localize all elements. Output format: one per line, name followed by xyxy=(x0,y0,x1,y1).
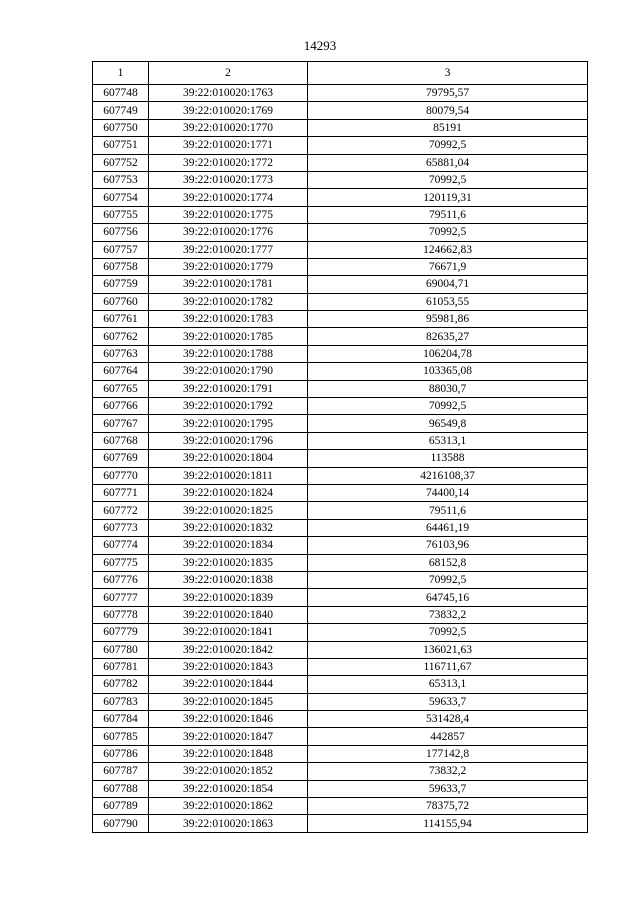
value-cell: 59633,7 xyxy=(308,780,588,797)
cadastral-number-cell: 39:22:010020:1796 xyxy=(149,432,308,449)
record-number-cell: 607751 xyxy=(93,137,149,154)
cadastral-number-cell: 39:22:010020:1791 xyxy=(149,380,308,397)
record-number-cell: 607782 xyxy=(93,676,149,693)
table-row xyxy=(93,119,588,136)
value-cell: 85191 xyxy=(308,119,588,136)
record-number-cell: 607765 xyxy=(93,380,149,397)
table-body xyxy=(93,85,588,833)
table-row xyxy=(93,658,588,675)
value-cell: 70992,5 xyxy=(308,571,588,588)
column-header-3: 3 xyxy=(308,62,588,85)
value-cell: 76671,9 xyxy=(308,258,588,275)
value-cell: 70992,5 xyxy=(308,171,588,188)
cadastral-number-cell: 39:22:010020:1825 xyxy=(149,502,308,519)
value-cell: 73832,2 xyxy=(308,606,588,623)
record-number-cell: 607753 xyxy=(93,171,149,188)
record-number-cell: 607779 xyxy=(93,624,149,641)
cadastral-number-cell: 39:22:010020:1848 xyxy=(149,745,308,762)
record-number-cell: 607760 xyxy=(93,293,149,310)
table-row xyxy=(93,537,588,554)
record-number-cell: 607761 xyxy=(93,311,149,328)
column-header-1: 1 xyxy=(93,62,149,85)
record-number-cell: 607780 xyxy=(93,641,149,658)
cadastral-number-cell: 39:22:010020:1843 xyxy=(149,658,308,675)
table-row xyxy=(93,293,588,310)
cadastral-number-cell: 39:22:010020:1776 xyxy=(149,224,308,241)
record-number-cell: 607752 xyxy=(93,154,149,171)
record-number-cell: 607774 xyxy=(93,537,149,554)
cadastral-number-cell: 39:22:010020:1844 xyxy=(149,676,308,693)
cadastral-number-cell: 39:22:010020:1847 xyxy=(149,728,308,745)
record-number-cell: 607789 xyxy=(93,798,149,815)
table-row xyxy=(93,363,588,380)
table-row xyxy=(93,484,588,501)
cadastral-number-cell: 39:22:010020:1777 xyxy=(149,241,308,258)
cadastral-number-cell: 39:22:010020:1781 xyxy=(149,276,308,293)
record-number-cell: 607781 xyxy=(93,658,149,675)
record-number-cell: 607756 xyxy=(93,224,149,241)
table-row xyxy=(93,154,588,171)
record-number-cell: 607758 xyxy=(93,258,149,275)
value-cell: 531428,4 xyxy=(308,711,588,728)
value-cell: 68152,8 xyxy=(308,554,588,571)
record-number-cell: 607769 xyxy=(93,450,149,467)
cadastral-number-cell: 39:22:010020:1773 xyxy=(149,171,308,188)
record-number-cell: 607784 xyxy=(93,711,149,728)
table-row xyxy=(93,780,588,797)
record-number-cell: 607790 xyxy=(93,815,149,832)
table-row xyxy=(93,102,588,119)
column-header-2: 2 xyxy=(149,62,308,85)
table-row xyxy=(93,467,588,484)
table-row xyxy=(93,519,588,536)
cadastral-number-cell: 39:22:010020:1839 xyxy=(149,589,308,606)
header-row xyxy=(93,62,588,85)
value-cell: 79795,57 xyxy=(308,85,588,102)
table-row xyxy=(93,502,588,519)
record-number-cell: 607755 xyxy=(93,206,149,223)
cadastral-number-cell: 39:22:010020:1783 xyxy=(149,311,308,328)
record-number-cell: 607772 xyxy=(93,502,149,519)
table-row xyxy=(93,763,588,780)
table-row xyxy=(93,258,588,275)
record-number-cell: 607750 xyxy=(93,119,149,136)
table-row xyxy=(93,693,588,710)
record-number-cell: 607757 xyxy=(93,241,149,258)
value-cell: 80079,54 xyxy=(308,102,588,119)
value-cell: 442857 xyxy=(308,728,588,745)
cadastral-number-cell: 39:22:010020:1804 xyxy=(149,450,308,467)
table-row xyxy=(93,571,588,588)
table-row xyxy=(93,224,588,241)
record-number-cell: 607786 xyxy=(93,745,149,762)
cadastral-number-cell: 39:22:010020:1840 xyxy=(149,606,308,623)
table-row xyxy=(93,137,588,154)
value-cell: 65313,1 xyxy=(308,432,588,449)
cadastral-number-cell: 39:22:010020:1854 xyxy=(149,780,308,797)
cadastral-number-cell: 39:22:010020:1763 xyxy=(149,85,308,102)
value-cell: 177142,8 xyxy=(308,745,588,762)
cadastral-number-cell: 39:22:010020:1845 xyxy=(149,693,308,710)
table-header xyxy=(93,62,588,85)
table-row xyxy=(93,554,588,571)
value-cell: 69004,71 xyxy=(308,276,588,293)
value-cell: 64461,19 xyxy=(308,519,588,536)
record-number-cell: 607749 xyxy=(93,102,149,119)
cadastral-number-cell: 39:22:010020:1772 xyxy=(149,154,308,171)
value-cell: 59633,7 xyxy=(308,693,588,710)
cadastral-number-cell: 39:22:010020:1841 xyxy=(149,624,308,641)
record-number-cell: 607785 xyxy=(93,728,149,745)
cadastral-number-cell: 39:22:010020:1795 xyxy=(149,415,308,432)
record-number-cell: 607768 xyxy=(93,432,149,449)
value-cell: 116711,67 xyxy=(308,658,588,675)
record-number-cell: 607778 xyxy=(93,606,149,623)
table-row xyxy=(93,815,588,832)
record-number-cell: 607776 xyxy=(93,571,149,588)
value-cell: 65881,04 xyxy=(308,154,588,171)
record-number-cell: 607787 xyxy=(93,763,149,780)
table-row xyxy=(93,328,588,345)
value-cell: 74400,14 xyxy=(308,484,588,501)
cadastral-number-cell: 39:22:010020:1788 xyxy=(149,345,308,362)
cadastral-number-cell: 39:22:010020:1842 xyxy=(149,641,308,658)
cadastral-number-cell: 39:22:010020:1863 xyxy=(149,815,308,832)
cadastral-number-cell: 39:22:010020:1775 xyxy=(149,206,308,223)
table-row xyxy=(93,276,588,293)
table-row xyxy=(93,589,588,606)
value-cell: 82635,27 xyxy=(308,328,588,345)
table-row xyxy=(93,415,588,432)
value-cell: 70992,5 xyxy=(308,624,588,641)
record-number-cell: 607766 xyxy=(93,398,149,415)
cadastral-number-cell: 39:22:010020:1811 xyxy=(149,467,308,484)
record-number-cell: 607771 xyxy=(93,484,149,501)
record-number-cell: 607764 xyxy=(93,363,149,380)
value-cell: 78375,72 xyxy=(308,798,588,815)
table-row xyxy=(93,380,588,397)
cadastral-number-cell: 39:22:010020:1832 xyxy=(149,519,308,536)
value-cell: 73832,2 xyxy=(308,763,588,780)
value-cell: 106204,78 xyxy=(308,345,588,362)
value-cell: 114155,94 xyxy=(308,815,588,832)
table-row xyxy=(93,606,588,623)
table-row xyxy=(93,171,588,188)
value-cell: 136021,63 xyxy=(308,641,588,658)
cadastral-number-cell: 39:22:010020:1770 xyxy=(149,119,308,136)
value-cell: 79511,6 xyxy=(308,502,588,519)
cadastral-number-cell: 39:22:010020:1834 xyxy=(149,537,308,554)
value-cell: 4216108,37 xyxy=(308,467,588,484)
record-number-cell: 607762 xyxy=(93,328,149,345)
record-number-cell: 607763 xyxy=(93,345,149,362)
record-number-cell: 607748 xyxy=(93,85,149,102)
table-row xyxy=(93,641,588,658)
table-row xyxy=(93,241,588,258)
cadastral-number-cell: 39:22:010020:1792 xyxy=(149,398,308,415)
cadastral-number-cell: 39:22:010020:1782 xyxy=(149,293,308,310)
value-cell: 79511,6 xyxy=(308,206,588,223)
record-number-cell: 607773 xyxy=(93,519,149,536)
cadastral-number-cell: 39:22:010020:1769 xyxy=(149,102,308,119)
value-cell: 113588 xyxy=(308,450,588,467)
value-cell: 70992,5 xyxy=(308,398,588,415)
cadastral-number-cell: 39:22:010020:1774 xyxy=(149,189,308,206)
cadastral-number-cell: 39:22:010020:1779 xyxy=(149,258,308,275)
table-row xyxy=(93,728,588,745)
value-cell: 95981,86 xyxy=(308,311,588,328)
table-row xyxy=(93,311,588,328)
record-number-cell: 607759 xyxy=(93,276,149,293)
cadastral-number-cell: 39:22:010020:1846 xyxy=(149,711,308,728)
table-row xyxy=(93,345,588,362)
cadastral-number-cell: 39:22:010020:1824 xyxy=(149,484,308,501)
page-number: 14293 xyxy=(303,38,337,53)
cadastral-number-cell: 39:22:010020:1862 xyxy=(149,798,308,815)
value-cell: 88030,7 xyxy=(308,380,588,397)
table-row xyxy=(93,189,588,206)
value-cell: 70992,5 xyxy=(308,224,588,241)
value-cell: 65313,1 xyxy=(308,676,588,693)
table-row xyxy=(93,624,588,641)
record-number-cell: 607783 xyxy=(93,693,149,710)
table-row xyxy=(93,450,588,467)
record-number-cell: 607754 xyxy=(93,189,149,206)
record-number-cell: 607777 xyxy=(93,589,149,606)
table-row xyxy=(93,398,588,415)
cadastral-number-cell: 39:22:010020:1835 xyxy=(149,554,308,571)
table-row xyxy=(93,798,588,815)
table-row xyxy=(93,432,588,449)
value-cell: 96549,8 xyxy=(308,415,588,432)
cadastral-number-cell: 39:22:010020:1790 xyxy=(149,363,308,380)
value-cell: 103365,08 xyxy=(308,363,588,380)
value-cell: 64745,16 xyxy=(308,589,588,606)
table-row xyxy=(93,85,588,102)
cadastral-number-cell: 39:22:010020:1852 xyxy=(149,763,308,780)
table-row xyxy=(93,206,588,223)
registry-table xyxy=(92,61,588,833)
table-row xyxy=(93,676,588,693)
record-number-cell: 607788 xyxy=(93,780,149,797)
cadastral-number-cell: 39:22:010020:1771 xyxy=(149,137,308,154)
value-cell: 124662,83 xyxy=(308,241,588,258)
record-number-cell: 607770 xyxy=(93,467,149,484)
cadastral-number-cell: 39:22:010020:1838 xyxy=(149,571,308,588)
record-number-cell: 607767 xyxy=(93,415,149,432)
cadastral-number-cell: 39:22:010020:1785 xyxy=(149,328,308,345)
value-cell: 76103,96 xyxy=(308,537,588,554)
table-row xyxy=(93,711,588,728)
value-cell: 120119,31 xyxy=(308,189,588,206)
value-cell: 61053,55 xyxy=(308,293,588,310)
record-number-cell: 607775 xyxy=(93,554,149,571)
table-row xyxy=(93,745,588,762)
value-cell: 70992,5 xyxy=(308,137,588,154)
